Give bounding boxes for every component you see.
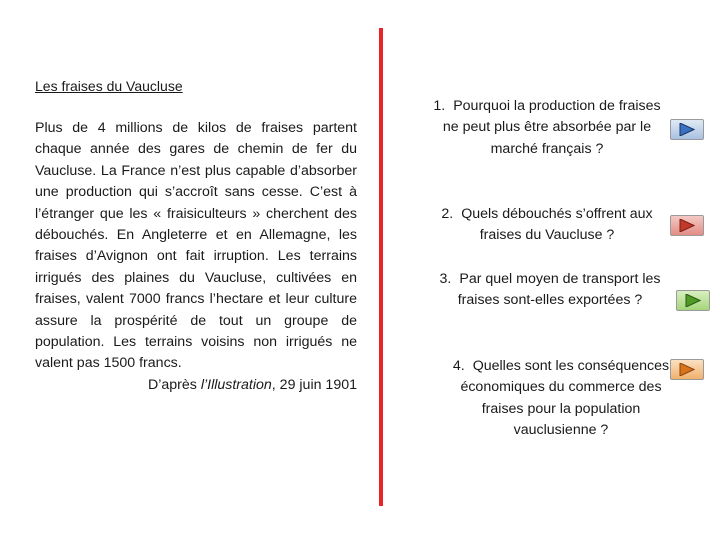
question-4-play-button[interactable] [670,359,704,380]
question-text: Quels débouchés s’offrent aux fraises du Vaucluse ? [461,206,653,244]
question-number: 1. [433,98,446,114]
question-text: Quelles sont les conséquences économiques du commerce des fraises pour la population vauclusienne ? [460,358,670,439]
play-arrow-icon [679,219,695,232]
question-number: 4. [452,358,465,374]
play-arrow-icon [679,363,695,376]
question-number: 3. [439,271,452,287]
question-3-play-button[interactable] [676,290,710,311]
document-title: Les fraises du Vaucluse [35,78,183,94]
question-4 [446,356,676,442]
question-text: Pourquoi la production de fraises ne peut plus être absorbée par le marché français ? [442,98,661,157]
question-text: Par quel moyen de transport les fraises sont-elles exportées ? [457,271,661,309]
document-source [35,375,357,396]
source-title: l’Illustration [200,376,272,393]
question-3 [424,269,676,312]
question-2-play-button[interactable] [670,215,704,236]
question-1-play-button[interactable] [670,119,704,140]
question-number: 2. [441,206,454,222]
source-prefix: D’après [147,376,201,393]
red-divider [379,28,383,506]
question-2 [428,204,666,247]
document-body: Plus de 4 millions de kilos de fraises partent chaque année des gares de chemin de fer du Vaucluse. La France n’est plus capable d’absorber une production qui s’accroît sans cesse. C’est à l’étranger que les « fraisiculteurs » cherchent des débouchés. En Angleterre et en Allemagne, les fraises d’Avignon ont fait irruption. Les terrains irrigués des plaines du Vaucluse, cultivées en fraises, valent 7000 francs l’hectare et leur culture assure la prospérité de tout un groupe de population. Les terrains voisins non irrigués ne valent pas 1500 francs. [35,120,357,372]
source-date: , 29 juin 1901 [271,376,357,393]
play-arrow-icon [679,123,695,136]
question-1 [428,96,666,160]
document-text [35,118,357,396]
play-arrow-icon [685,294,701,307]
